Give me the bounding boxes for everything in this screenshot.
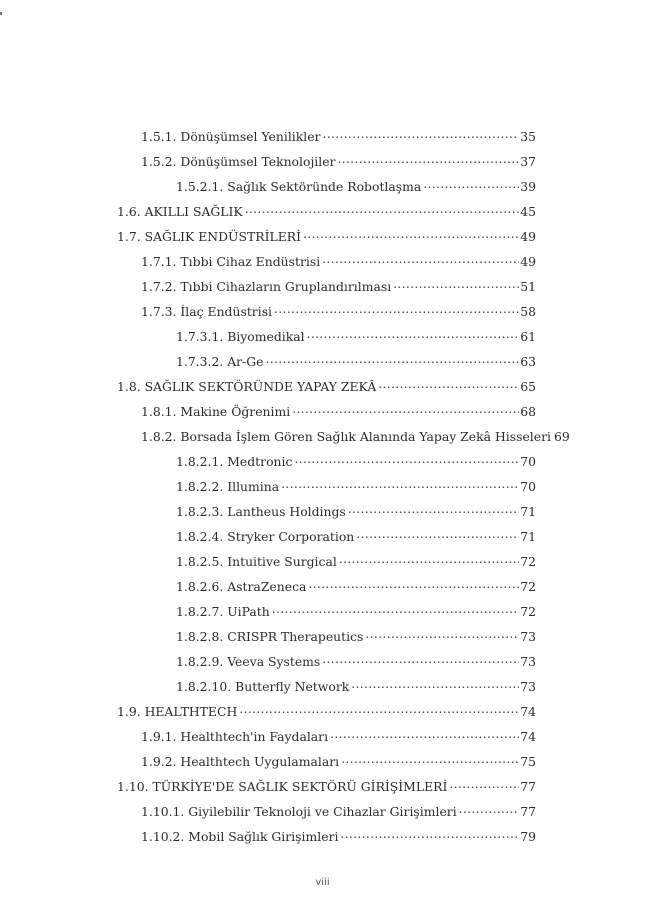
dot-leader xyxy=(337,152,519,166)
dot-leader xyxy=(245,202,520,216)
toc-entry-title: 1.10.2. Mobil Sağlık Girişimleri xyxy=(141,829,339,844)
toc-entry[interactable] xyxy=(141,302,536,322)
toc-entry-title: 1.8.2.2. Illumina xyxy=(176,479,280,494)
toc-entry-page: 51 xyxy=(520,279,536,294)
dot-leader xyxy=(449,777,519,791)
dot-leader xyxy=(459,802,520,816)
toc-entry[interactable] xyxy=(176,352,536,372)
toc-entry[interactable] xyxy=(176,177,536,197)
toc-entry-page: 70 xyxy=(520,454,536,469)
toc-entry[interactable] xyxy=(176,602,536,622)
toc-entry[interactable] xyxy=(176,327,536,347)
toc-entry[interactable] xyxy=(141,277,536,297)
toc-entry-title: 1.9. HEALTHTECH xyxy=(117,704,238,719)
toc-entry-page: 70 xyxy=(520,479,536,494)
dot-leader xyxy=(330,727,519,741)
toc-entry[interactable] xyxy=(117,227,536,247)
toc-entry-page: 35 xyxy=(520,129,536,144)
toc-entry[interactable] xyxy=(176,452,536,472)
toc-entry-title: 1.7.3.2. Ar-Ge xyxy=(176,354,264,369)
toc-entry-title: 1.6. AKILLI SAĞLIK xyxy=(117,204,243,219)
toc-entry-title: 1.8.2.10. Butterfly Network xyxy=(176,679,350,694)
dot-leader xyxy=(356,527,519,541)
toc-entry-page: 77 xyxy=(520,804,536,819)
toc-entry[interactable] xyxy=(141,252,536,272)
toc-entry-title: 1.8.2.5. Intuitive Surgical xyxy=(176,554,337,569)
toc-entry-title: 1.5.2. Dönüşümsel Teknolojiler xyxy=(141,154,336,169)
toc-entry[interactable] xyxy=(176,502,536,522)
toc-entry-title: 1.8.2.3. Lantheus Holdings xyxy=(176,504,346,519)
toc-entry[interactable] xyxy=(176,627,536,647)
dot-leader xyxy=(322,127,519,141)
toc-entry[interactable] xyxy=(176,477,536,497)
toc-entry-page: 39 xyxy=(520,179,536,194)
toc-entry-page: 72 xyxy=(520,579,536,594)
toc-entry-page: 71 xyxy=(520,529,536,544)
page-number: viii xyxy=(315,877,330,888)
toc-entry[interactable] xyxy=(141,727,536,747)
toc-entry-title: 1.5.1. Dönüşümsel Yenilikler xyxy=(141,129,321,144)
toc-entry-page: 77 xyxy=(520,779,536,794)
toc-entry[interactable] xyxy=(141,127,536,147)
toc-entry-title: 1.5.2.1. Sağlık Sektöründe Robotlaşma xyxy=(176,179,422,194)
toc-entry[interactable] xyxy=(117,777,536,797)
toc-entry-page: 65 xyxy=(520,379,536,394)
toc-entry-page: 71 xyxy=(520,504,536,519)
toc-entry-page: 61 xyxy=(520,329,536,344)
toc-entry-title: 1.8.2.6. AstraZeneca xyxy=(176,579,307,594)
toc-entry-page: 63 xyxy=(520,354,536,369)
dot-leader xyxy=(266,352,520,366)
dot-leader xyxy=(303,227,519,241)
dot-leader xyxy=(365,627,519,641)
toc-entry-page: 74 xyxy=(520,729,536,744)
toc-entry-page: 58 xyxy=(520,304,536,319)
toc-entry-page: 72 xyxy=(520,604,536,619)
toc-entry[interactable] xyxy=(117,377,536,397)
toc-entry-page: 73 xyxy=(520,679,536,694)
toc-entry-page: 69 xyxy=(553,429,570,444)
toc-entry[interactable] xyxy=(176,527,536,547)
dot-leader xyxy=(351,677,519,691)
toc-entry-title: 1.8.2. Borsada İşlem Gören Sağlık Alanında Yapay Zekâ Hisseleri xyxy=(141,429,551,444)
toc-entry-title: 1.8.2.4. Stryker Corporation xyxy=(176,529,355,544)
toc-entry-title: 1.8. SAĞLIK SEKTÖRÜNDE YAPAY ZEKÂ xyxy=(117,379,377,394)
dot-leader xyxy=(378,377,519,391)
dot-leader xyxy=(339,552,519,566)
toc-entry[interactable] xyxy=(141,827,536,847)
toc-entry[interactable] xyxy=(176,552,536,572)
toc-entry[interactable] xyxy=(141,427,570,447)
toc-entry-page: 75 xyxy=(520,754,536,769)
dot-leader xyxy=(322,652,519,666)
corner-mark xyxy=(0,12,2,15)
toc-entry-page: 68 xyxy=(520,404,536,419)
dot-leader xyxy=(292,402,519,416)
toc-entry-title: 1.7.2. Tıbbi Cihazların Gruplandırılması xyxy=(141,279,392,294)
dot-leader xyxy=(393,277,519,291)
toc-entry[interactable] xyxy=(176,677,536,697)
dot-leader xyxy=(272,602,519,616)
toc-entry-page: 49 xyxy=(520,229,536,244)
toc-entry-page: 73 xyxy=(520,654,536,669)
toc-entry-title: 1.10.1. Giyilebilir Teknoloji ve Cihazlar Girişimleri xyxy=(141,804,457,819)
toc-entry[interactable] xyxy=(176,577,536,597)
dot-leader xyxy=(239,702,519,716)
toc-entry-title: 1.8.2.9. Veeva Systems xyxy=(176,654,321,669)
toc-entry[interactable] xyxy=(176,652,536,672)
toc-entry-page: 49 xyxy=(520,254,536,269)
toc-entry[interactable] xyxy=(141,752,536,772)
dot-leader xyxy=(274,302,519,316)
dot-leader xyxy=(294,452,519,466)
toc-entry-page: 73 xyxy=(520,629,536,644)
toc-entry[interactable] xyxy=(117,202,536,222)
toc-entry-title: 1.9.1. Healthtech'in Faydaları xyxy=(141,729,329,744)
dot-leader xyxy=(307,327,520,341)
toc-entry-title: 1.9.2. Healthtech Uygulamaları xyxy=(141,754,340,769)
toc-entry[interactable] xyxy=(141,802,536,822)
dot-leader xyxy=(322,252,519,266)
toc-entry-page: 72 xyxy=(520,554,536,569)
toc-entry-title: 1.8.2.1. Medtronic xyxy=(176,454,293,469)
toc-entry-page: 45 xyxy=(520,204,536,219)
toc-entry[interactable] xyxy=(117,702,536,722)
toc-entry-title: 1.8.2.8. CRISPR Therapeutics xyxy=(176,629,364,644)
toc-entry-title: 1.7.1. Tıbbi Cihaz Endüstrisi xyxy=(141,254,321,269)
toc-entry-page: 74 xyxy=(520,704,536,719)
toc-entry-title: 1.7.3. İlaç Endüstrisi xyxy=(141,304,273,319)
toc-entry-title: 1.7. SAĞLIK ENDÜSTRİLERİ xyxy=(117,229,301,244)
toc-entry-title: 1.8.2.7. UiPath xyxy=(176,604,270,619)
dot-leader xyxy=(340,827,519,841)
toc-entry-page: 79 xyxy=(520,829,536,844)
toc-entry-title: 1.8.1. Makine Öğrenimi xyxy=(141,404,291,419)
dot-leader xyxy=(281,477,519,491)
dot-leader xyxy=(423,177,519,191)
dot-leader xyxy=(308,577,519,591)
toc-entry-title: 1.10. TÜRKİYE'DE SAĞLIK SEKTÖRÜ GİRİŞİMLERİ xyxy=(117,779,448,794)
toc-entry[interactable] xyxy=(141,152,536,172)
toc-entry[interactable] xyxy=(141,402,536,422)
toc-entry-title: 1.7.3.1. Biyomedikal xyxy=(176,329,305,344)
toc-entry-page: 37 xyxy=(520,154,536,169)
dot-leader xyxy=(341,752,519,766)
dot-leader xyxy=(348,502,519,516)
